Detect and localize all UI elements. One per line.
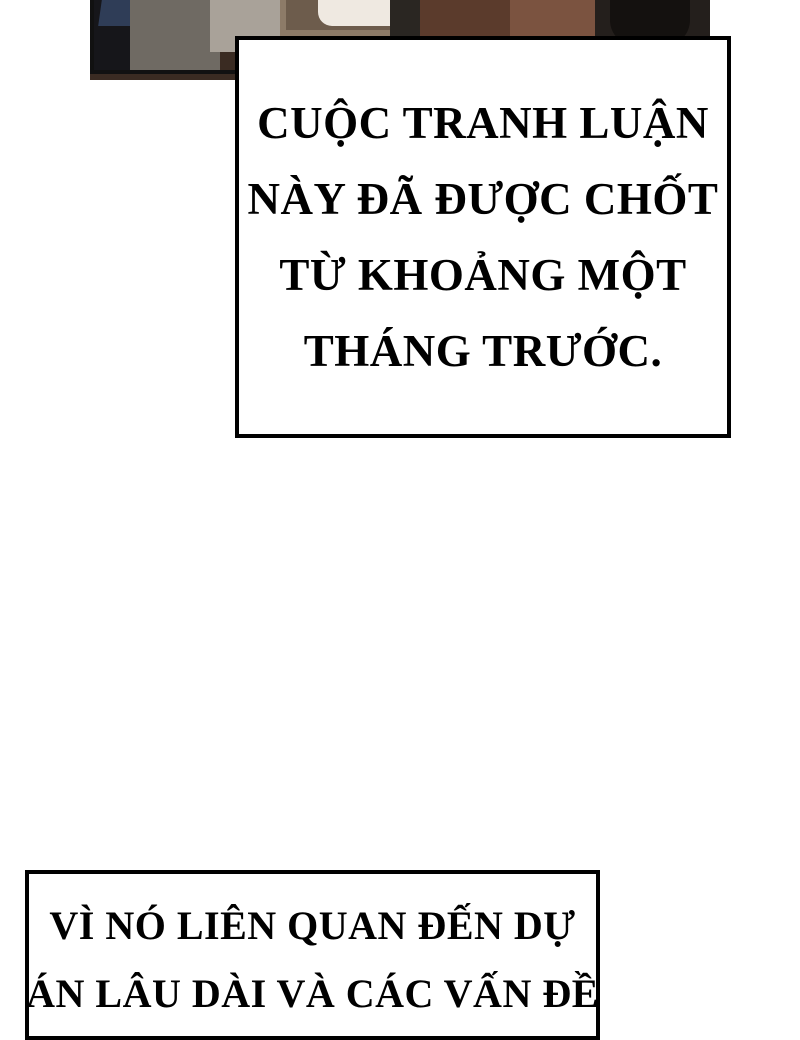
speech-line: ÁN LÂU DÀI VÀ CÁC VẤN ĐỀ <box>26 971 599 1016</box>
speech-line: THÁNG TRƯỚC. <box>303 326 663 376</box>
speech-line: CUỘC TRANH LUẬN <box>257 98 709 148</box>
speech-line: VÌ NÓ LIÊN QUAN ĐẾN DỰ <box>49 903 576 948</box>
speech-bubble-primary <box>235 36 731 438</box>
speech-line: TỪ KHOẢNG MỘT <box>279 250 687 300</box>
speech-bubble-secondary <box>25 870 600 1040</box>
speech-line: NÀY ĐÃ ĐƯỢC CHỐT <box>247 174 719 224</box>
